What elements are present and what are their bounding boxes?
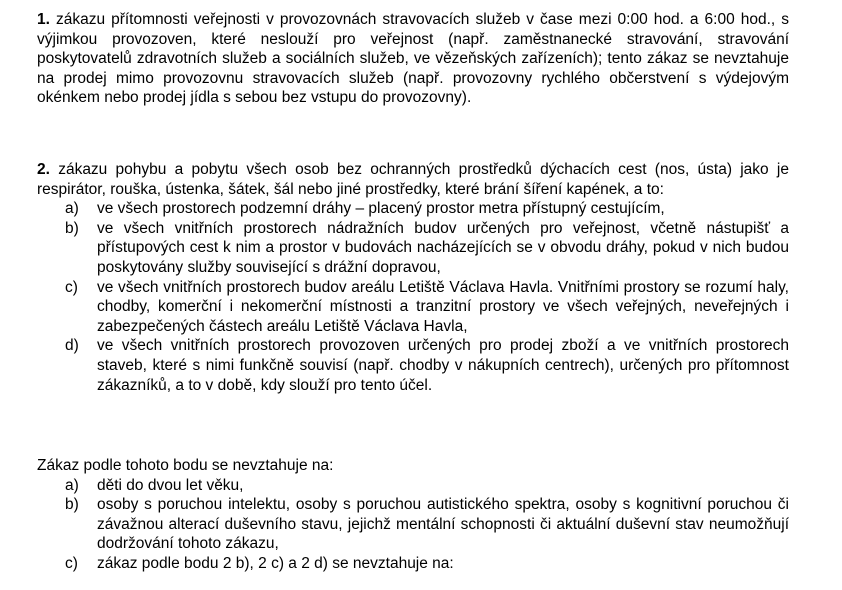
- list-item-label: b): [65, 219, 79, 237]
- list-item: [37, 336, 789, 395]
- point-2-section: [37, 160, 789, 395]
- exceptions-section: [37, 456, 789, 574]
- list-item-text: ve všech vnitřních prostorech nádražních budov určených pro veřejnost, včetně nástupišť a přístupových cest k nim a prostor v budovách nacházejících se v obvodu dráhy, pokud v nich budou poskytovány služby související s drážní dopravou,: [97, 219, 789, 276]
- point-1-paragraph: [37, 10, 789, 108]
- list-item: [37, 219, 789, 278]
- list-item-label: d): [65, 337, 79, 355]
- list-item-text: osoby s poruchou intelektu, osoby s poruchou autistického spektra, osoby s kognitivní poruchou či závažnou alterací duševního stavu, jejichž mentální schopnosti či aktuální duševní stav neumožňují dodržování tohoto zákazu,: [97, 496, 789, 553]
- point-1-text: zákazu přítomnosti veřejnosti v provozovnách stravovacích služeb v čase mezi 0:00 hod. a 6:00 hod., s výjimkou provozoven, které neslouží pro veřejnost (např. zaměstnanecké stravování, stravování poskytovatelů zdravotních služeb a sociálních služeb, ve vězeňských zařízeních); tento zákaz se nevztahuje na prodej mimo provozovnu stravovacích služeb (např. provozovny rychlého občerstvení s výdejovým okénkem nebo prodej jídla s sebou bez vstupu do provozovny).: [37, 11, 789, 107]
- list-item-label: a): [65, 200, 79, 218]
- list-item: [37, 278, 789, 337]
- list-item-text: děti do dvou let věku,: [97, 476, 244, 494]
- list-item: [37, 495, 789, 554]
- list-item: [37, 554, 789, 574]
- list-item-label: a): [65, 476, 79, 494]
- list-item-label: c): [65, 278, 78, 296]
- list-item-text: ve všech vnitřních prostorech budov areálu Letiště Václava Havla. Vnitřními prostory se rozumí haly, chodby, komerční i nekomerční místnosti a tranzitní prostory ve všech veřejných, neveřejných i zabezpečených částech areálu Letiště Václava Havla,: [97, 278, 789, 335]
- exceptions-list: [37, 476, 789, 574]
- point-1-number: 1.: [37, 11, 50, 28]
- list-item-text: ve všech prostorech podzemní dráhy – placený prostor metra přístupný cestujícím,: [97, 200, 665, 218]
- point-2-number: 2.: [37, 161, 50, 178]
- list-item-label: c): [65, 554, 78, 572]
- point-2-intro: [37, 160, 789, 199]
- point-2-list: [37, 199, 789, 395]
- list-item-text: zákaz podle bodu 2 b), 2 c) a 2 d) se nevztahuje na:: [97, 554, 454, 572]
- exceptions-intro: Zákaz podle tohoto bodu se nevztahuje na:: [37, 457, 334, 474]
- list-item: [37, 199, 789, 219]
- list-item-label: b): [65, 496, 79, 514]
- point-2-text: zákazu pohybu a pobytu všech osob bez ochranných prostředků dýchacích cest (nos, ústa) jako je respirátor, rouška, ústenka, šátek, šál nebo jiné prostředky, které brání šíření kapének, a to:: [37, 161, 789, 198]
- list-item: [37, 476, 789, 496]
- list-item-text: ve všech vnitřních prostorech provozoven určených pro prodej zboží a ve vnitřních prostorech staveb, které s nimi funkčně souvisí (např. chodby v nákupních centrech), určených pro přítomnost zákazníků, a to v době, kdy slouží pro tento účel.: [97, 337, 789, 394]
